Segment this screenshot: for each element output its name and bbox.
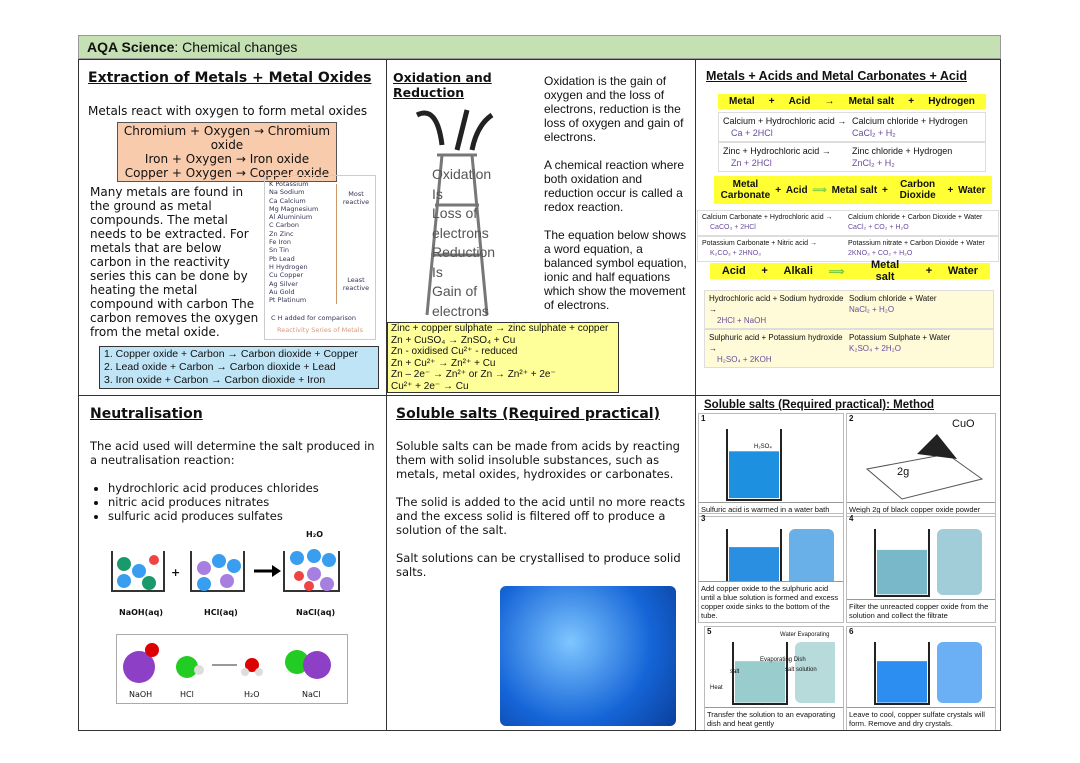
- step-caption: Add copper oxide to the sulphuric acid until a blue solution is formed and excess copper oxide sinks to the bottom of the tube.: [699, 581, 843, 622]
- header-term: Metal salt: [831, 184, 878, 196]
- equation: 3. Iron oxide + Carbon → Carbon dioxide + Iron: [104, 374, 326, 386]
- diagram-label: CuO: [952, 418, 975, 430]
- right-side: [849, 293, 989, 326]
- right-side: [848, 239, 994, 259]
- oilrig-image: [397, 105, 537, 320]
- redox-equations: [387, 322, 619, 393]
- word-equation: Hydrochloric acid + Sodium hydroxide →: [709, 294, 844, 314]
- equation: Chromium + Oxygen → Chromium oxide: [123, 124, 331, 152]
- step-caption: Sulfuric acid is warmed in a water bath: [699, 502, 843, 516]
- metal-item: Sn Tin: [269, 246, 290, 255]
- equation: Zn + Cu²⁺ → Zn²⁺ + Cu: [391, 357, 496, 369]
- symbol-equation: Ca + 2HCl: [731, 128, 773, 138]
- beakers-icon: [109, 546, 359, 606]
- equation-row: [718, 112, 986, 142]
- diagram-label: 2g: [897, 466, 910, 478]
- header-term: +: [925, 265, 933, 277]
- header-term: Alkali: [783, 265, 813, 277]
- step-image: [857, 637, 987, 706]
- diagram-label: H₂SO₄: [754, 444, 772, 450]
- section-title: Neutralisation: [90, 406, 203, 422]
- metal-item: Na Sodium: [269, 188, 305, 197]
- most-label: Most reactive: [342, 190, 370, 207]
- least-label: Least reactive: [342, 276, 370, 293]
- equation-row: [718, 142, 986, 172]
- symbol-equation: NaCl₂ + H₂O: [849, 305, 895, 314]
- step-caption: Leave to cool, copper sulfate crystals will form. Remove and dry crystals.: [847, 707, 995, 730]
- symbol-equation: Zn + 2HCl: [731, 158, 772, 168]
- alkali-header: [710, 259, 990, 283]
- water-label: H₂O: [306, 530, 323, 539]
- metal-item: Au Gold: [269, 287, 295, 296]
- metal-item: K Potassium: [269, 180, 309, 188]
- redox-text: [544, 74, 694, 312]
- method-step: [698, 513, 844, 623]
- section-title: Soluble salts (Required practical): Method: [704, 399, 935, 411]
- equation-row: [697, 236, 999, 262]
- diagram-label: Evaporating Dish: [760, 657, 806, 663]
- header-term: Metal: [729, 96, 755, 107]
- word-equation: Calcium chloride + Carbon Dioxide + Water: [848, 214, 983, 221]
- metal-item: Cu Copper: [269, 271, 304, 280]
- salt-list: [108, 481, 319, 523]
- body-text: Many metals are found in the ground as metal compounds. The metal needs to be extracted. For metals that are below carbon in the reactivity series this can be done by heating the metal compound with carbon The carbon removes the oxygen from the metal oxide.: [90, 185, 259, 339]
- equation-row: [704, 290, 994, 329]
- molecule-label: HCl: [180, 690, 194, 699]
- crystal-photo: [500, 586, 676, 726]
- word-equation: Potassium nitrate + Carbon Dioxide + Water: [848, 240, 985, 247]
- reactivity-series: [264, 175, 376, 340]
- step-number: 4: [849, 514, 854, 523]
- metal-item: Ag Silver: [269, 279, 298, 288]
- intro-text: The acid used will determine the salt produced in a neutralisation reaction:: [90, 439, 375, 467]
- header-term: Water: [958, 184, 986, 196]
- alkali-rows: [704, 290, 994, 368]
- metal-item: Mg Magnesium: [269, 204, 319, 213]
- caption: Reactivity Series of Metals: [277, 326, 363, 334]
- oilrig-word: Gain of electrons: [432, 283, 489, 319]
- header-term: +: [768, 96, 775, 107]
- symbol-equation: K₂SO₄ + 2H₂O: [849, 344, 901, 353]
- symbol-equation: CaCl₂ + H₂: [852, 128, 896, 138]
- plus: +: [171, 566, 181, 579]
- step-image: [857, 424, 987, 502]
- section-title: Metals + Acids and Metal Carbonates + Acid: [706, 69, 967, 83]
- carbonate-rows: [697, 210, 999, 262]
- header-term: Carbon Dioxide: [899, 179, 936, 201]
- note: C H added for comparison: [271, 314, 356, 322]
- oxide-equations: [117, 122, 337, 182]
- metal-item: Ca Calcium: [269, 196, 306, 205]
- left-side: [702, 213, 848, 233]
- beaker-label: NaOH(aq): [119, 608, 164, 617]
- header-term: Metal salt: [871, 259, 900, 283]
- right-side: [849, 332, 989, 365]
- molecule-label: NaOH: [129, 690, 153, 699]
- header-term: +: [775, 184, 782, 196]
- header-term: Hydrogen: [928, 96, 975, 107]
- metal-item: Al Aluminium: [269, 213, 313, 222]
- header-term: Acid: [785, 184, 808, 196]
- paragraph: Oxidation is the gain of oxygen and the loss of electrons, reduction is the loss of oxygen and gain of electrons.: [544, 74, 684, 144]
- oilrig-word: Is: [432, 263, 443, 280]
- section-title: Oxidation and Reduction: [393, 70, 492, 100]
- word-equation: Calcium Carbonate + Hydrochloric acid →: [702, 214, 833, 221]
- left-side: [723, 145, 852, 169]
- oilrig-word: Reduction: [432, 244, 496, 260]
- header-term: +: [947, 184, 954, 196]
- step-number: 2: [849, 414, 854, 423]
- beaker-label: NaCl(aq): [296, 608, 336, 617]
- symbol-equation: CaCO₃ + 2HCl: [710, 224, 756, 231]
- paragraph: A chemical reaction where both oxidation and reduction occur is called a redox reaction.: [544, 158, 685, 214]
- method-step: [704, 626, 844, 731]
- page-header: [78, 35, 1001, 59]
- word-equation: Sulphuric acid + Potassium hydroxide →: [709, 333, 843, 353]
- method-step: [698, 413, 844, 517]
- header-term: +: [908, 96, 915, 107]
- equation: Zn + CuSO₄ → ZnSO₄ + Cu: [391, 334, 516, 346]
- symbol-equation: CaCl₂ + CO₂ + H₂O: [848, 224, 909, 231]
- neutralisation-section: [78, 395, 387, 731]
- equation-row: [697, 210, 999, 236]
- carbon-equations: [99, 346, 379, 389]
- beaker-diagram: [109, 530, 359, 621]
- symbol-equation: K₂CO₃ + 2HNO₃: [710, 250, 762, 257]
- step-image: [709, 424, 835, 502]
- step-image: [857, 524, 987, 598]
- method-step: [846, 513, 996, 623]
- paragraph: The equation below shows a word equation, a balanced symbol equation, ionic and half equations which show the movement of electrons.: [544, 228, 687, 312]
- equation: Zn – 2e⁻ → Zn²⁺ or Zn → Zn²⁺ + 2e⁻: [391, 369, 556, 380]
- word-equation: Calcium chloride + Hydrogen: [852, 116, 968, 126]
- carbonate-header: [714, 176, 992, 204]
- oilrig-word: Loss of electrons: [432, 205, 489, 241]
- word-equation: Potassium Carbonate + Nitric acid →: [702, 240, 817, 247]
- diagram-label: salt solution: [785, 667, 817, 673]
- molecules-icon: [117, 635, 349, 690]
- soluble-salts-section: [386, 395, 696, 731]
- metal-item: Fe Iron: [269, 238, 291, 247]
- molecule-diagram: [116, 634, 348, 704]
- equation: Iron + Oxygen → Iron oxide: [144, 152, 310, 166]
- paragraph: Salt solutions can be crystallised to produce solid salts.: [396, 551, 681, 579]
- equation: Copper + Oxygen → Copper oxide: [124, 166, 330, 180]
- metal-acid-header: [718, 94, 986, 109]
- word-equation: Zinc chloride + Hydrogen: [852, 146, 953, 156]
- method-section: [695, 395, 1001, 731]
- left-side: [709, 293, 849, 326]
- equation: Zn - oxidised Cu²⁺ - reduced: [391, 346, 518, 357]
- topic: : Chemical changes: [174, 39, 298, 55]
- paragraph: The solid is added to the acid until no more reacts and the excess solid is filtered off to produce a solution of the salt.: [396, 495, 686, 537]
- method-step: [846, 413, 996, 517]
- metal-item: Pb Lead: [269, 254, 295, 263]
- list-item: • sulfuric acid produces sulfates: [108, 509, 319, 523]
- header-term: ⟹: [828, 265, 845, 278]
- header-term: Metal Carbonate: [720, 179, 771, 201]
- diagram-label: salt: [730, 669, 740, 675]
- right-side: [852, 115, 981, 139]
- apparatus-icon: [857, 524, 987, 598]
- paragraph: Soluble salts can be made from acids by reacting them with solid insoluble substances, such as metals, metal oxides, hydroxides or carbonates.: [396, 439, 680, 481]
- list-item: • hydrochloric acid produces chlorides: [108, 481, 319, 495]
- soluble-text: [396, 439, 686, 579]
- metal-item: Zn Zinc: [269, 229, 294, 238]
- word-equation: Zinc + Hydrochloric acid →: [723, 146, 831, 156]
- metal-item: Pt Platinum: [269, 296, 307, 305]
- left-side: [709, 332, 849, 365]
- word-equation: Potassium Sulphate + Water: [849, 333, 951, 342]
- header-term: ⟹: [812, 184, 827, 196]
- step-caption: Weigh 2g of black copper oxide powder: [847, 502, 995, 516]
- equation: Cu²⁺ + 2e⁻ → Cu: [391, 380, 469, 392]
- equation-row: [704, 329, 994, 368]
- left-side: [702, 239, 848, 259]
- step-number: 1: [701, 414, 706, 423]
- right-side: [852, 145, 981, 169]
- intro-text: Metals react with oxygen to form metal oxides: [88, 104, 368, 118]
- metal-item: H Hydrogen: [269, 262, 308, 271]
- header-term: Acid: [788, 96, 811, 107]
- header-term: Acid: [721, 265, 746, 277]
- header-term: Metal salt: [848, 96, 895, 107]
- step-caption: Filter the unreacted copper oxide from the solution and collect the filtrate: [847, 599, 995, 622]
- acids-section: [695, 59, 1001, 396]
- equation: 2. Lead oxide + Carbon → Carbon dioxide + Lead: [104, 361, 336, 373]
- header-term: +: [881, 184, 888, 196]
- oilrig-word: Oxidation: [432, 166, 492, 182]
- metal-acid-rows: [718, 112, 986, 172]
- beaker-label: HCl(aq): [204, 608, 238, 617]
- diagram-label: Heat: [710, 685, 723, 691]
- header-term: →: [824, 96, 835, 107]
- molecule-label: NaCl: [302, 690, 321, 699]
- header-term: +: [761, 265, 768, 277]
- list-item: • nitric acid produces nitrates: [108, 495, 319, 509]
- header-term: Water: [947, 265, 979, 277]
- arrow: [336, 184, 337, 304]
- scale-icon: [857, 424, 987, 502]
- step-caption: Transfer the solution to an evaporating dish and heat gently: [705, 707, 843, 730]
- apparatus-icon: [857, 637, 987, 706]
- equation: Zinc + copper sulphate → zinc sulphate + copper: [391, 323, 609, 334]
- symbol-equation: 2KNO₃ + CO₂ + H₂O: [848, 250, 913, 257]
- diagram-label: Water Evaporating: [780, 632, 830, 638]
- method-step: [846, 626, 996, 731]
- symbol-equation: ZnCl₂ + H₂: [852, 158, 895, 168]
- step-number: 5: [707, 627, 712, 636]
- symbol-equation: 2HCl + NaOH: [717, 316, 767, 325]
- word-equation: Calcium + Hydrochloric acid →: [723, 116, 847, 126]
- left-side: [723, 115, 852, 139]
- step-number: 6: [849, 627, 854, 636]
- equation: 1. Copper oxide + Carbon → Carbon dioxide + Copper: [104, 348, 358, 360]
- section-title: Soluble salts (Required practical): [396, 406, 660, 422]
- oilrig-word: Is: [432, 185, 443, 202]
- section-title: Extraction of Metals + Metal Oxides: [88, 70, 372, 86]
- extraction-section: [78, 59, 387, 396]
- symbol-equation: H₂SO₄ + 2KOH: [717, 355, 772, 364]
- redox-section: [386, 59, 696, 396]
- right-side: [848, 213, 994, 233]
- molecule-label: H₂O: [244, 690, 260, 699]
- apparatus-icon: [709, 424, 835, 502]
- word-equation: Sodium chloride + Water: [849, 294, 937, 303]
- step-number: 3: [701, 514, 706, 523]
- metal-item: C Carbon: [269, 221, 300, 230]
- subject: AQA Science: [87, 39, 175, 55]
